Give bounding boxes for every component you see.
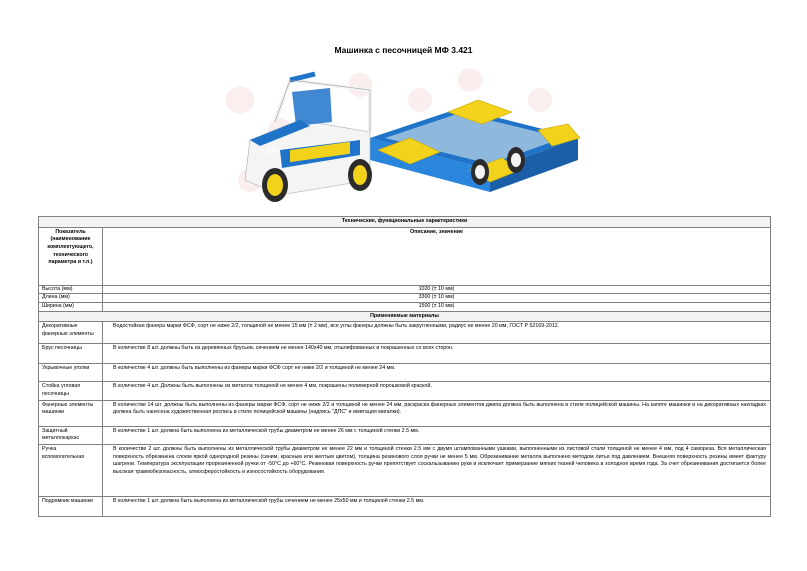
svg-text:ДПС: ДПС [263,145,280,157]
material-text: Водостойкая фанера марки ФСФ, сорт не ниже 2/2, толщиной не менее 15 мм (± 2 мм), все углы фанеры должны быть закругленными, радиус не менее 20 мм, ГОСТ Р 52169-2012. [103,322,771,344]
material-text: В количестве 8 шт. должны быть из деревянных брусьев, сечением не менее 140х40 мм, отшлифованных и покрашенных со всех сторон. [103,344,771,364]
dimension-value: 1500 (± 10 мм) [103,303,771,312]
material-label: Декоративные фанерные элементы [39,322,103,344]
table-row [39,382,771,400]
table-row [39,426,771,444]
specification-table [38,216,771,517]
tech-section-title: Технические, функциональные характеристики [39,217,771,228]
material-text: В количестве 1 шт. должна быть выполнена из металлической трубы сечением не менее 25х50 мм и толщиной стенки 2.5 мм. [103,497,771,517]
materials-section-title: Применяемые материалы [39,311,771,322]
table-row [39,294,771,303]
table-row [39,303,771,312]
material-label: Брус песочницы [39,344,103,364]
table-row [39,497,771,517]
material-text: В количестве 4 шт. должны быть выполнены из фанеры марки ФСФ сорт не ниже 2/2 и толщиной не менее 24 мм. [103,364,771,382]
product-illustration [220,60,590,215]
table-row [39,364,771,382]
sandbox-trailer [370,100,580,192]
dimension-value: 1020 (± 10 мм) [103,285,771,294]
dimension-value: 3300 (± 10 мм) [103,294,771,303]
material-label: Фанерные элементы машинки [39,400,103,426]
material-text: В количестве 4 шт. Должны быть выполнены из металла толщиной не менее 4 мм, покрашены полимерной порошковой краской. [103,382,771,400]
material-label: Ручка вспомогательная [39,445,103,497]
material-label: Стойка угловая песочницы [39,382,103,400]
col1-header: Показатель (наименование комплектующего, технического параметра и т.п.) [39,227,103,285]
material-text: В количестве 1 шт. должна быть выполнена из металлической трубы диаметром не менее 26 мм с толщиной стенки 2.5 мм. [103,426,771,444]
table-row [39,445,771,497]
dimension-label: Высота (мм) [39,285,103,294]
material-label: Укрывочные уголки [39,364,103,382]
table-row [39,285,771,294]
dimension-label: Ширина (мм) [39,303,103,312]
material-text: В количестве 2 шт. должны быть выполнены из металлической трубы диаметром не менее 22 мм и толщиной стенки 2.5 мм с двумя штампованными ушками, выполненными из листовой стали толщиной не менее 4 мм, под 4 самореза. Вся металлическая поверхность обрезинена слоем яркой однородной резины (синим, красным или желтым цветом), толщина резинового слоя ручки не менее 5 мм. Обрезинивание металла выполнено методом литья под давлением. Внешняя поверхность резины имеет фактуру шагрени. Температура эксплуатации прорезиненной ручки от -50°С до +60°С. Резиновая поверхность ручки препятствует соскальзыванию руки и исключает примерзание мягких тканей человека в холодное время года. За счет обрезинивания достигается более высокая травмобезопасность, атмосферостойкость и износостойкость оборудования. [103,445,771,497]
material-text: В количестве 14 шт. должны быть выполнены из фанеры марки ФСФ, сорт не ниже 2/2 и толщиной не менее 24 мм, раскраска фанерных элементов джипа должна быть выполнена в стиле полицейской машины. На капоте машинки и на декоративных накладках должна быть нанесена художественная роспись в стиле полицейской машины (надпись "ДПС" и имитация мигалки). [103,400,771,426]
dimension-label: Длина (мм) [39,294,103,303]
table-row [39,400,771,426]
table-row [39,344,771,364]
col2-header: Описание, значение [103,227,771,285]
page-title: Машинка с песочницей МФ 3.421 [334,45,473,55]
table-row [39,322,771,344]
material-label: Подрамник машинки [39,497,103,517]
material-label: Защитный металлокаркас [39,426,103,444]
